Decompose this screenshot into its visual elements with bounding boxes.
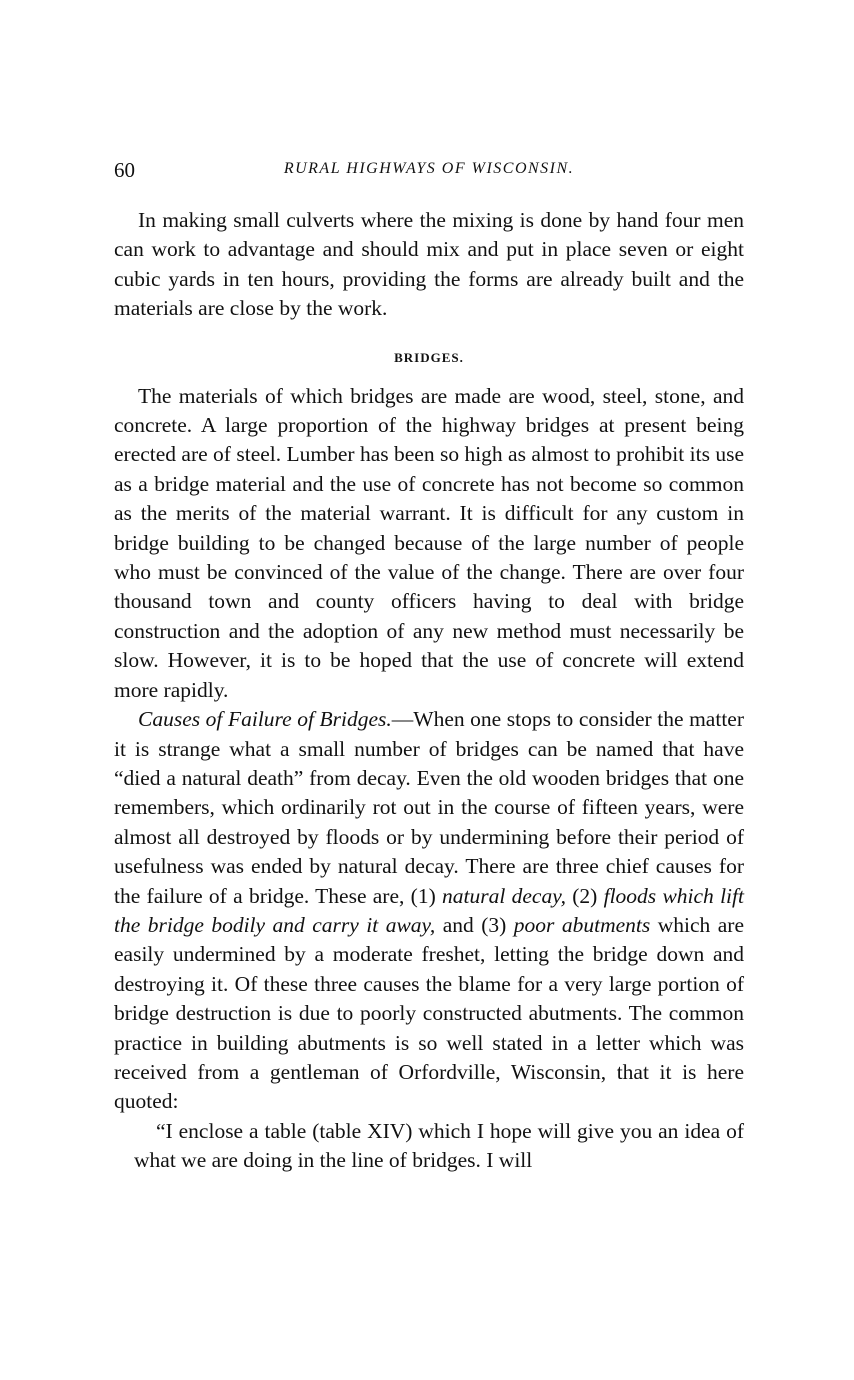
cause-natural-decay: natural decay,: [442, 883, 566, 908]
section-heading-bridges: BRIDGES.: [394, 349, 464, 365]
text-segment: which are easily undermined by a moderate freshet, letting the bridge down and destroying it. Of these three causes the blame for a very large portion of bridge destruction is due to poorly constructed abutments. The common practice in building abutments is so well stated in a letter which was received from a gentleman of Orfordville, Wisconsin, that it is here quoted:: [114, 912, 744, 1114]
paragraph-culverts: In making small culverts where the mixing is done by hand four men can work to advantage and should mix and put in place seven or eight cubic yards in ten hours, providing the forms are already built and the materials are close by the work.: [114, 208, 744, 321]
subheading-causes-of-failure: Causes of Failure of Bridges.: [138, 707, 392, 732]
body-text: [114, 206, 744, 1176]
cause-poor-abutments: poor abutments: [513, 912, 651, 937]
quoted-letter: “I enclose a table (table XIV) which I hope will give you an idea of what we are doing in the line of bridges. I will: [134, 1118, 744, 1173]
text-segment: and (3): [435, 912, 514, 937]
page-number: 60: [114, 158, 135, 182]
cause-floods: floods which lift the bridge bodily and carry it away,: [114, 883, 744, 937]
paragraph-bridge-materials: The materials of which bridges are made are wood, steel, stone, and concrete. A large proportion of the highway bridges at present being erected are of steel. Lumber has been so high as almost to prohibit its use as a bridge material and the use of concrete has not become so common as the merits of the material warrant. It is difficult for any custom in bridge building to be changed because of the large number of people who must be convinced of the value of the change. There are over four thousand town and county officers having to deal with bridge construction and the adoption of any new method must necessarily be slow. However, it is to be hoped that the use of concrete will extend more rapidly.: [114, 383, 744, 702]
running-title: RURAL HIGHWAYS OF WISCONSIN.: [283, 160, 575, 177]
text-segment: (2): [565, 883, 604, 908]
paragraph-causes-of-failure: [114, 705, 744, 1117]
text-segment: —When one stops to consider the matter it is strange what a small number of bridges can be named that have “died a natural death” from decay. Even the old wooden bridges that one remembers, which ordinarily rot out in the course of fifteen years, were almost all destroyed by floods or by undermining before their period of usefulness was ended by natural decay. There are three chief causes for the failure of a bridge. These are, (1): [114, 707, 745, 908]
